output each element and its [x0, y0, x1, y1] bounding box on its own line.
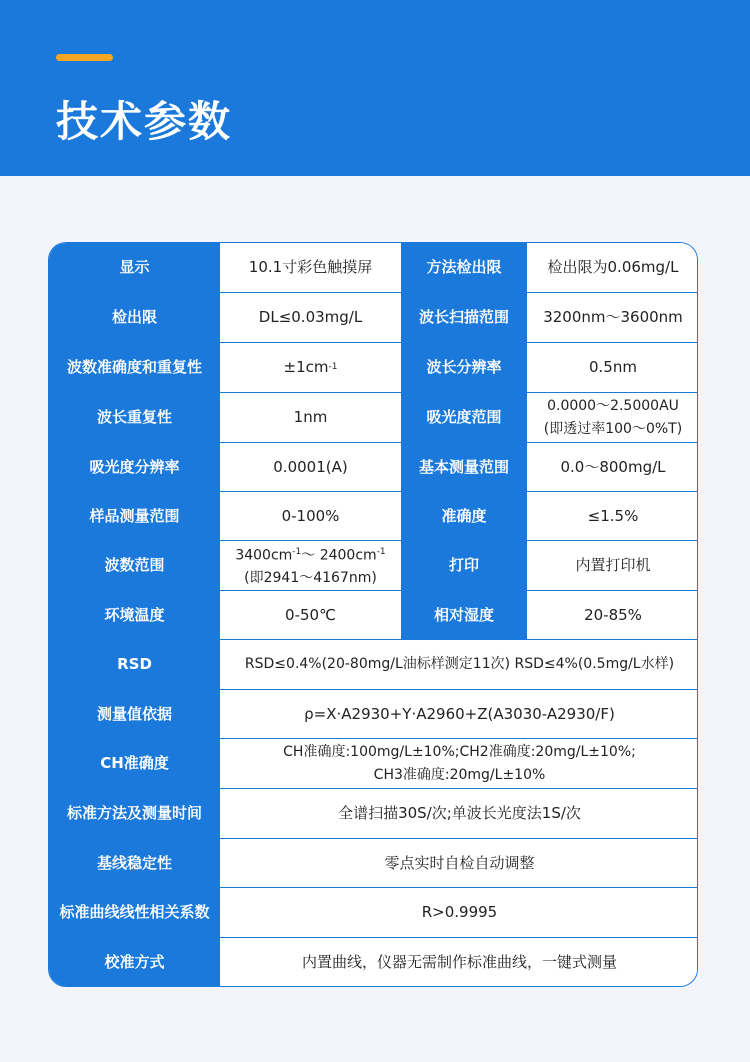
table-row [49, 640, 698, 690]
param-label: 相对湿度 [401, 591, 527, 639]
table-row [49, 492, 698, 541]
spec-table [48, 242, 698, 987]
value-text: 3400cm [235, 547, 293, 564]
param-value: 1nm [220, 393, 401, 442]
param-value: 10.1寸彩色触摸屏 [220, 243, 401, 292]
param-value [220, 541, 401, 590]
param-label: 波长分辨率 [401, 343, 527, 392]
param-value: ≤1.5% [527, 492, 698, 540]
table-row [49, 789, 698, 839]
param-value: 3200nm～3600nm [527, 293, 698, 342]
param-label: 波长扫描范围 [401, 293, 527, 342]
param-value: 全谱扫描30S/次;单波长光度法1S/次 [220, 789, 698, 838]
param-label: 样品测量范围 [49, 492, 220, 540]
param-value: 内置曲线，仪器无需制作标准曲线，一键式测量 [220, 938, 698, 986]
param-value: 0-100% [220, 492, 401, 540]
value-line: (即透过率100～0%T) [543, 420, 683, 437]
param-value: 0.0001(A) [220, 443, 401, 491]
param-label: 准确度 [401, 492, 527, 540]
table-row [49, 938, 698, 986]
param-label: 打印 [401, 541, 527, 590]
table-row [49, 591, 698, 640]
param-label: 显示 [49, 243, 220, 292]
param-label: RSD [49, 640, 220, 689]
header-banner [0, 0, 750, 176]
param-value: 20-85% [527, 591, 698, 639]
value-line: 0.0000～2.5000AU [547, 397, 679, 414]
superscript: -1 [328, 362, 338, 372]
param-value: 零点实时自检自动调整 [220, 839, 698, 887]
param-label: 标准曲线线性相关系数 [49, 888, 220, 937]
param-label: 方法检出限 [401, 243, 527, 292]
table-row [49, 393, 698, 443]
value-line: CH准确度:100mg/L±10%;CH2准确度:20mg/L±10%; [283, 743, 636, 760]
param-value: 0.5nm [527, 343, 698, 392]
param-value [220, 739, 698, 788]
param-label: CH准确度 [49, 739, 220, 788]
page-title: 技术参数 [56, 97, 233, 146]
param-label: 波数范围 [49, 541, 220, 590]
param-value: 内置打印机 [527, 541, 698, 590]
param-value: DL≤0.03mg/L [220, 293, 401, 342]
param-label: 环境温度 [49, 591, 220, 639]
param-label: 波长重复性 [49, 393, 220, 442]
superscript: -1 [376, 546, 386, 557]
table-row [49, 888, 698, 938]
table-row [49, 343, 698, 393]
value-line [235, 541, 385, 568]
param-value: 0.0～800mg/L [527, 443, 698, 491]
table-row [49, 541, 698, 591]
param-label: 基本测量范围 [401, 443, 527, 491]
param-label: 波数准确度和重复性 [49, 343, 220, 392]
value-line: (即2941～4167nm) [244, 570, 377, 587]
param-value: RSD≤0.4%(20-80mg/L油标样测定11次) RSD≤4%(0.5mg/L水样) [220, 640, 698, 689]
param-value: R>0.9995 [220, 888, 698, 937]
table-row [49, 443, 698, 492]
param-label: 测量值依据 [49, 690, 220, 738]
param-value: ρ=X·A2930+Y·A2960+Z(A3030-A2930/F) [220, 690, 698, 738]
value-text: ～ 2400cm [301, 547, 377, 564]
table-row [49, 690, 698, 739]
superscript: -1 [292, 546, 302, 557]
table-row [49, 839, 698, 888]
value-line: CH3准确度:20mg/L±10% [373, 766, 546, 783]
accent-bar [56, 54, 113, 61]
param-label: 基线稳定性 [49, 839, 220, 887]
value-text: ±1cm [283, 358, 329, 376]
param-value: 检出限为0.06mg/L [527, 243, 698, 292]
param-label: 标准方法及测量时间 [49, 789, 220, 838]
param-value [527, 393, 698, 442]
param-label: 吸光度分辨率 [49, 443, 220, 491]
param-label: 吸光度范围 [401, 393, 527, 442]
table-row [49, 739, 698, 789]
param-value [220, 343, 401, 392]
param-label: 检出限 [49, 293, 220, 342]
param-value: 0-50℃ [220, 591, 401, 639]
param-label: 校准方式 [49, 938, 220, 986]
table-row [49, 293, 698, 343]
table-row [49, 243, 698, 293]
